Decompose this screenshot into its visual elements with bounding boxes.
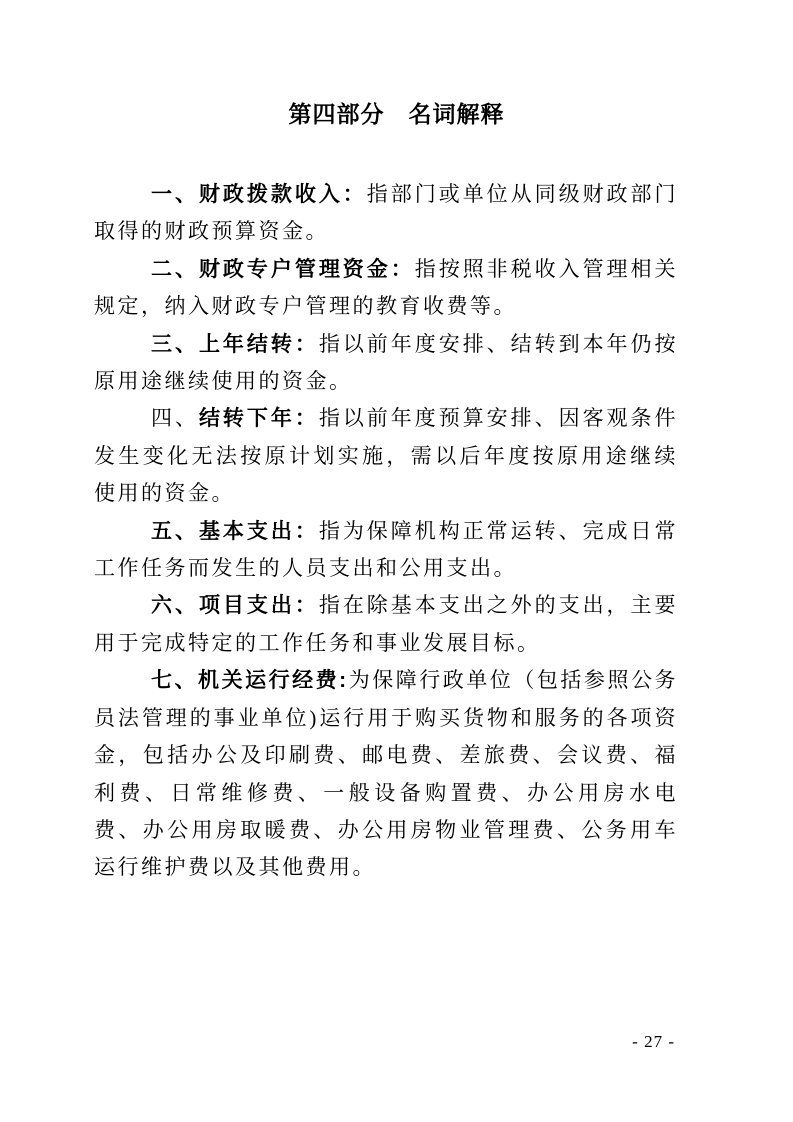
term-definition: 指在除基本支出之外的支出，主要用于完成特定的工作任务和事业发展目标。 [94,593,679,655]
term-paragraph [94,400,678,512]
term-number: 七、 [151,669,199,693]
term-definition: 为保障行政单位（包括参照公务员法管理的事业单位)运行用于购买货物和服务的各项资金，包括办公及印刷费、邮电费、差旅费、会议费、福利费、日常维修费、一般设备购置费、办公用房水电费、办公用房取暖费、办公用房物业管理费、公务用车运行维护费以及其他费用。 [94,668,679,880]
glossary-content [94,176,678,887]
term-definition: 指以前年度安排、结转到本年仍按原用途继续使用的资金。 [94,331,679,394]
term-definition: 指为保障机构正常运转、完成日常工作任务而发生的人员支出和公用支出。 [94,518,679,581]
term-name: 上年结转： [198,332,319,356]
term-paragraph [94,326,678,401]
term-definition: 指以前年度预算安排、因客观条件发生变化无法按原计划实施，需以后年度按原用途继续使用的资金。 [94,406,679,506]
page-title: 第四部分 名词解释 [288,101,505,127]
term-number: 三、 [151,332,199,356]
term-name: 项目支出： [198,594,319,618]
term-name: 结转下年： [198,407,319,431]
term-number: 一、 [151,183,199,206]
term-name: 财政专户管理资金： [198,257,415,281]
term-paragraph [94,176,678,251]
term-paragraph [94,587,678,662]
term-definition: 指部门或单位从同级财政部门取得的财政预算资金。 [94,182,679,244]
term-name: 基本支出： [198,519,319,543]
term-paragraph [94,513,678,588]
term-paragraph [94,662,678,886]
term-name: 财政拨款收入： [198,183,367,206]
term-name: 机关运行经费: [198,669,349,693]
term-number: 二、 [151,257,199,281]
term-paragraph [94,251,678,326]
term-number: 四、 [151,406,199,431]
term-definition: 指按照非税收入管理相关规定，纳入财政专户管理的教育收费等。 [94,256,679,319]
term-number: 五、 [151,519,199,543]
page-number: - 27 - [632,1032,675,1051]
term-number: 六、 [151,594,199,618]
